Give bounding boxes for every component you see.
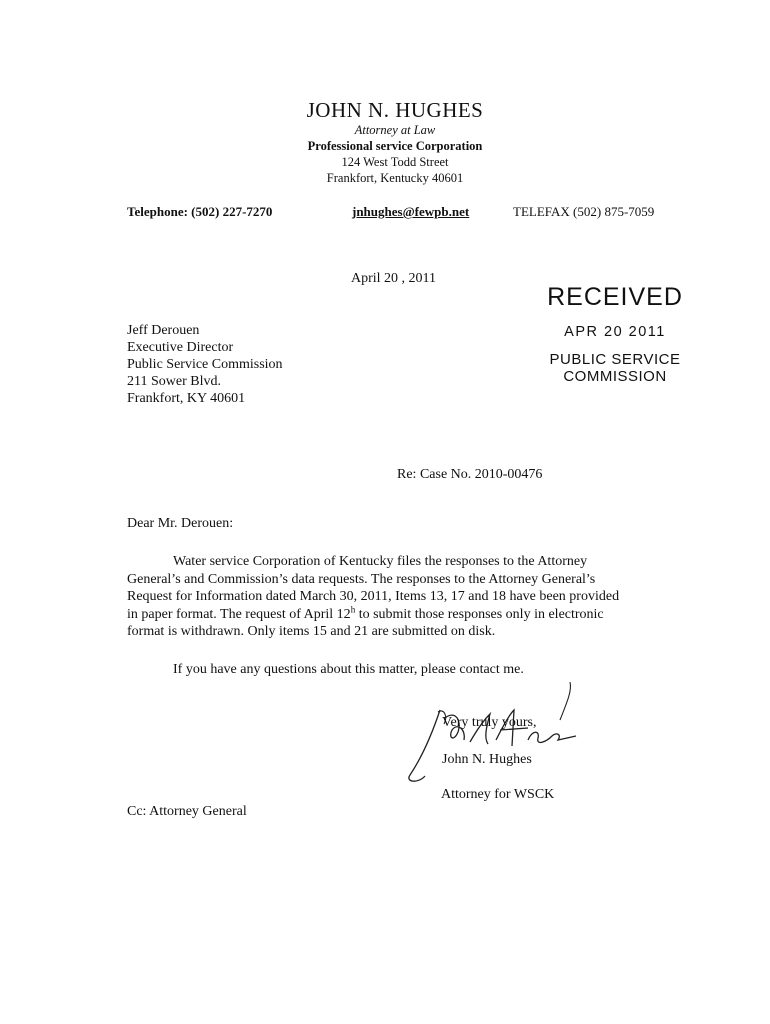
stamp-date: APR 20 2011 xyxy=(564,324,666,340)
telephone: Telephone: (502) 227-7270 xyxy=(127,204,273,219)
email-link[interactable]: jnhughes@fewpb.net xyxy=(352,204,470,219)
telefax: TELEFAX (502) 875-7059 xyxy=(513,204,655,219)
letterhead-firm: Professional service Corporation xyxy=(307,139,483,153)
valediction: Very truly yours, xyxy=(442,715,537,730)
handwritten-signature xyxy=(400,680,600,790)
stamp-line-1: PUBLIC SERVICE xyxy=(549,351,681,368)
ordinal-suffix: h xyxy=(350,603,356,614)
recipient-title: Executive Director xyxy=(127,340,234,355)
stamp-title: RECEIVED xyxy=(547,283,683,311)
recipient-address xyxy=(127,322,283,407)
letterhead-city: Frankfort, Kentucky 40601 xyxy=(326,171,464,185)
stamp-line-2: COMMISSION xyxy=(563,368,667,385)
recipient-org: Public Service Commission xyxy=(127,357,283,372)
re-line: Re: Case No. 2010-00476 xyxy=(397,467,543,482)
body-paragraph-1 xyxy=(127,553,667,641)
body-paragraph-2: If you have any questions about this matter, please contact me. xyxy=(173,662,524,677)
recipient-name: Jeff Derouen xyxy=(127,323,200,338)
letterhead-name: JOHN N. HUGHES xyxy=(306,98,484,122)
paragraph-1-line-3: Request for Information dated March 30, 2011, Items 13, 17 and 18 have been provided xyxy=(127,589,620,604)
cc-line: Cc: Attorney General xyxy=(127,804,247,819)
received-stamp xyxy=(540,283,690,385)
recipient-city: Frankfort, KY 40601 xyxy=(127,391,246,406)
paragraph-1-line-1: Water service Corporation of Kentucky files the responses to the Attorney xyxy=(173,554,588,569)
paragraph-1-line-2: General’s and Commission’s data requests. The responses to the Attorney General’s xyxy=(127,571,596,587)
signer-role: Attorney for WSCK xyxy=(441,787,555,802)
paragraph-1-line-4-b: to submit those responses only in electronic xyxy=(355,606,604,622)
letter-date: April 20 , 2011 xyxy=(351,271,437,286)
paragraph-1-line-5: format is withdrawn. Only items 15 and 21 are submitted on disk. xyxy=(127,624,496,639)
recipient-street: 211 Sower Blvd. xyxy=(127,374,221,389)
letterhead xyxy=(230,98,560,186)
paragraph-1-line-4-a: in paper format. The request of April 12 xyxy=(127,606,351,622)
paragraph-1-line-4 xyxy=(127,603,667,624)
salutation: Dear Mr. Derouen: xyxy=(127,516,234,531)
signer-name: John N. Hughes xyxy=(442,752,532,767)
letterhead-street: 124 West Todd Street xyxy=(341,155,449,169)
letterhead-title: Attorney at Law xyxy=(354,123,436,137)
